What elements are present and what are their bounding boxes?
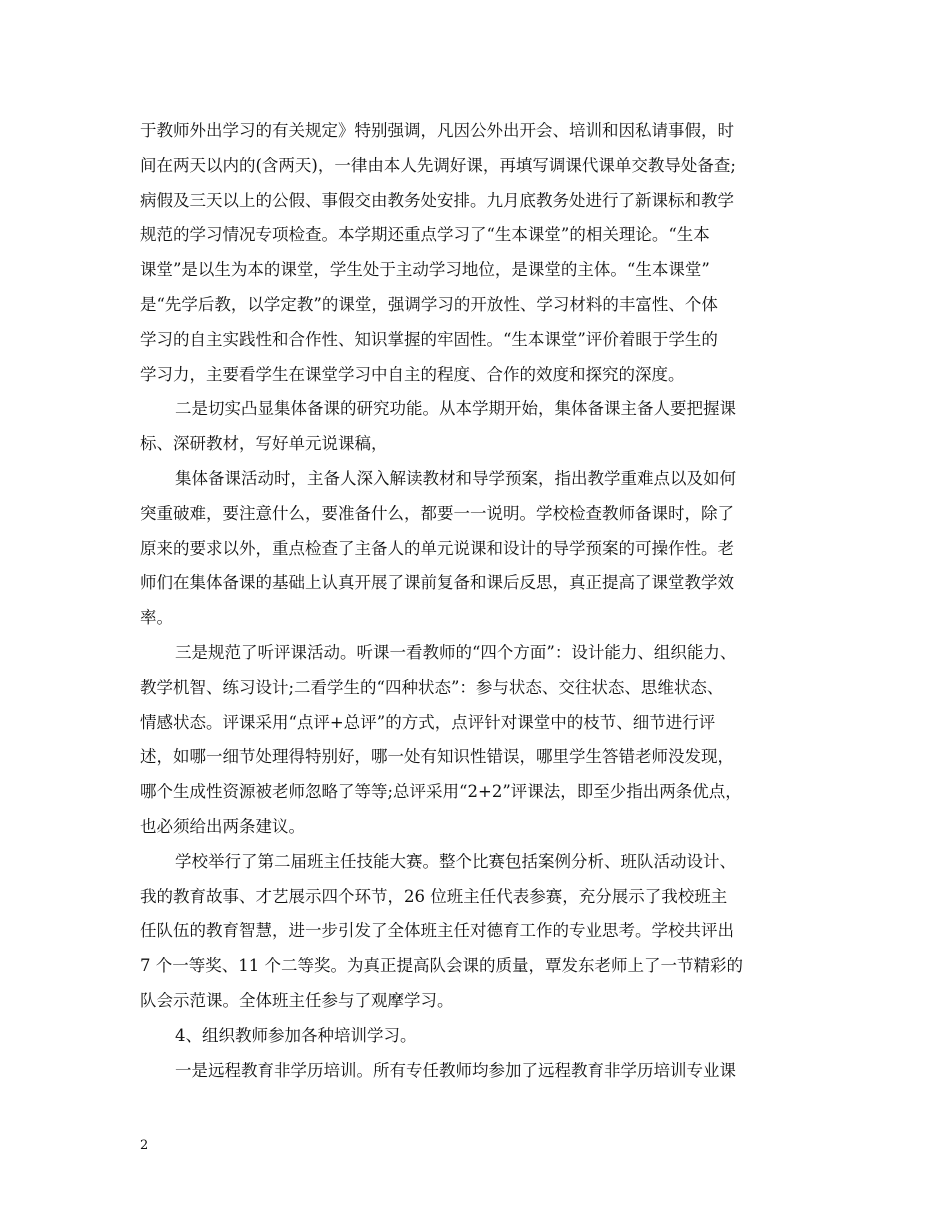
- text-line: 师们在集体备课的基础上认真开展了课前复备和课后反思，真正提高了课堂教学效: [140, 573, 734, 593]
- text-line: 7 个一等奖、11 个二等奖。为真正提高队会课的质量，覃发东老师上了一节精彩的: [140, 956, 743, 976]
- text-line: 学习的自主实践性和合作性、知识掌握的牢固性。“生本课堂”评价着眼于学生的: [140, 329, 718, 349]
- text-line: 任队伍的教育智慧，进一步引发了全体班主任对德育工作的专业思考。学校共评出: [140, 921, 734, 941]
- text-line: 一是远程教育非学历培训。所有专任教师均参加了远程教育非学历培训专业课: [175, 1060, 736, 1080]
- text-line: 病假及三天以上的公假、事假交由教务处安排。九月底教务处进行了新课标和教学: [140, 190, 734, 210]
- text-line: 突重破难，要注意什么，要准备什么，都要一一说明。学校检查教师备课时，除了: [140, 503, 734, 523]
- text-line: 间在两天以内的(含两天)，一律由本人先调好课，再填写调课代课单交教导处备查;: [140, 155, 736, 175]
- text-line: 三是规范了听评课活动。听课一看教师的“四个方面”：设计能力、组织能力、: [175, 642, 737, 662]
- text-line: 原来的要求以外，重点检查了主备人的单元说课和设计的导学预案的可操作性。老: [140, 538, 734, 558]
- text-line: 情感状态。评课采用“点评+总评”的方式，点评针对课堂中的枝节、细节进行评: [140, 712, 716, 732]
- text-line: 4、组织教师参加各种培训学习。: [175, 1025, 417, 1045]
- page-number: 2: [140, 1138, 149, 1153]
- text-line: 规范的学习情况专项检查。本学期还重点学习了“生本课堂”的相关理论。“生本: [140, 225, 710, 245]
- text-line: 标、深研教材，写好单元说课稿，: [140, 434, 388, 454]
- text-line: 学习力，主要看学生在课堂学习中自主的程度、合作的效度和探究的深度。: [140, 364, 685, 384]
- text-line: 于教师外出学习的有关规定》特别强调，凡因公外出开会、培训和因私请事假，时: [140, 121, 734, 140]
- text-line: 课堂”是以生为本的课堂，学生处于主动学习地位，是课堂的主体。“生本课堂”: [140, 260, 710, 280]
- body-text: [140, 114, 830, 1088]
- text-line: 集体备课活动时，主备人深入解读教材和导学预案，指出教学重难点以及如何: [175, 468, 736, 488]
- text-line: 是“先学后教，以学定教”的课堂，强调学习的开放性、学习材料的丰富性、个体: [140, 294, 718, 314]
- text-line: 哪个生成性资源被老师忽略了等等;总评采用“2+2”评课法，即至少指出两条优点，: [140, 782, 742, 802]
- text-line: 教学机智、练习设计;二看学生的“四种状态”：参与状态、交往状态、思维状态、: [140, 677, 724, 697]
- text-line: 学校举行了第二届班主任技能大赛。整个比赛包括案例分析、班队活动设计、: [175, 851, 736, 871]
- text-line: 率。: [140, 608, 173, 628]
- text-line: 队会示范课。全体班主任参与了观摩学习。: [140, 990, 454, 1010]
- text-line: 我的教育故事、才艺展示四个环节，26 位班主任代表参赛，充分展示了我校班主: [140, 886, 728, 906]
- text-line: 述，如哪一细节处理得特别好，哪一处有知识性错误，哪里学生答错老师没发现，: [140, 747, 734, 767]
- text-line: 二是切实凸显集体备课的研究功能。从本学期开始，集体备课主备人要把握课: [175, 399, 736, 419]
- text-line: 也必须给出两条建议。: [140, 816, 305, 836]
